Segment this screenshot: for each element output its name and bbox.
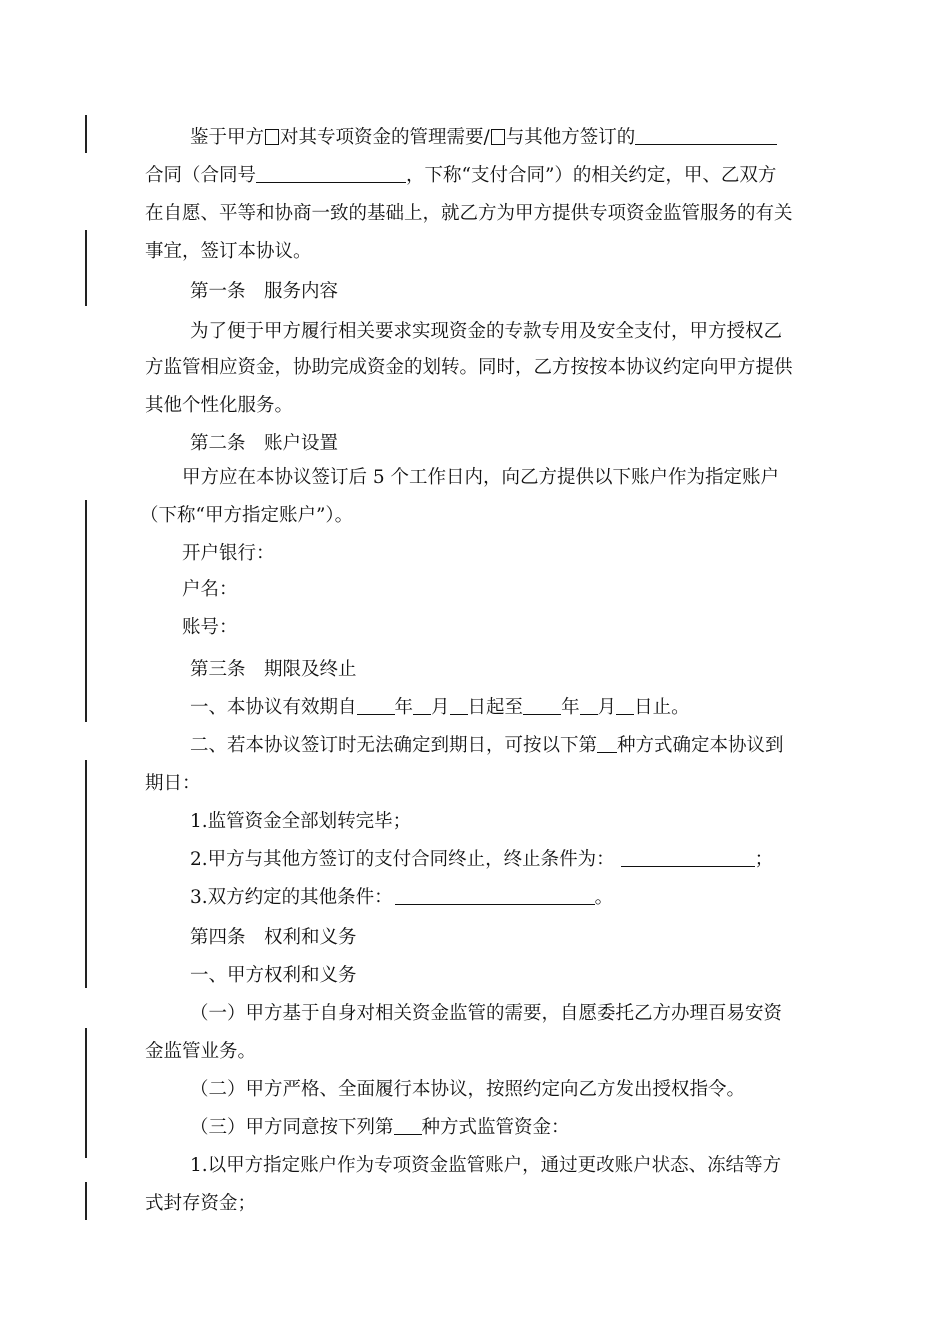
revision-bar (85, 760, 87, 988)
method-1-line-2: 式封存资金； (145, 1193, 257, 1214)
article-2-title: 第二条 账户设置 (190, 433, 339, 454)
article-1-para-line-2: 方监管相应资金，协助完成资金的划转。同时，乙方按按本协议约定向甲方提供 (145, 357, 793, 378)
account-number-label: 账号： (182, 617, 238, 638)
party-a-heading: 一、甲方权利和义务 (190, 965, 357, 986)
term-line: 一、本协议有效期自 年 月 日起至 年 月 日止。 (190, 697, 690, 718)
method-1-line-1: 1.以甲方指定账户作为专项资金监管账户，通过更改账户状态、冻结等方 (190, 1155, 782, 1176)
start-month-blank[interactable] (413, 696, 431, 715)
party-a-item-2: （二）甲方严格、全面履行本协议，按照约定向乙方发出授权指令。 (190, 1079, 746, 1100)
termination-condition-blank[interactable] (621, 848, 755, 867)
intro-line-2: 合同（合同号 ，下称“支付合同”）的相关约定，甲、乙双方 (145, 165, 777, 186)
article-1-title: 第一条 服务内容 (190, 281, 339, 302)
article-2-para-line-2: （下称“甲方指定账户”）。 (140, 505, 354, 526)
revision-bar (85, 1182, 87, 1220)
checkbox-icon[interactable] (491, 129, 505, 145)
party-a-item-1-line-2: 金监管业务。 (145, 1041, 257, 1062)
intro-line-4: 事宜，签订本协议。 (145, 241, 312, 262)
expiry-option-2: 2.甲方与其他方签订的支付合同终止，终止条件为： ； (190, 849, 774, 870)
checkbox-icon[interactable] (265, 129, 279, 145)
bank-label: 开户银行： (182, 543, 275, 564)
article-4-title: 第四条 权利和义务 (190, 927, 357, 948)
expiry-option-3: 3.双方约定的其他条件： 。 (190, 887, 614, 908)
account-name-label: 户名： (182, 579, 238, 600)
revision-bar (85, 230, 87, 306)
revision-bar (85, 1028, 87, 1158)
party-a-item-1-line-1: （一）甲方基于自身对相关资金监管的需要，自愿委托乙方办理百易安资 (190, 1003, 783, 1024)
expiry-method-blank[interactable] (597, 734, 617, 753)
expiry-line-1: 二、若本协议签订时无法确定到期日，可按以下第 种方式确定本协议到 (190, 735, 784, 756)
expiry-line-2: 期日： (145, 773, 201, 794)
party-a-item-3: （三）甲方同意按下列第 种方式监管资金： (190, 1117, 570, 1138)
end-day-blank[interactable] (616, 696, 634, 715)
end-month-blank[interactable] (580, 696, 598, 715)
contract-name-blank[interactable] (635, 126, 777, 145)
contract-number-blank[interactable] (256, 164, 406, 183)
start-year-blank[interactable] (357, 696, 395, 715)
article-2-para-line-1: 甲方应在本协议签订后 5 个工作日内，向乙方提供以下账户作为指定账户 (182, 467, 780, 488)
expiry-option-1: 1.监管资金全部划转完毕； (190, 811, 412, 832)
end-year-blank[interactable] (523, 696, 561, 715)
intro-line-3: 在自愿、平等和协商一致的基础上，就乙方为甲方提供专项资金监管服务的有关 (145, 203, 793, 224)
article-3-title: 第三条 期限及终止 (190, 659, 357, 680)
start-day-blank[interactable] (450, 696, 468, 715)
supervision-method-blank[interactable] (394, 1116, 422, 1135)
article-1-para-line-1: 为了便于甲方履行相关要求实现资金的专款专用及安全支付，甲方授权乙 (190, 321, 783, 342)
intro-line-1: 鉴于甲方 对其专项资金的管理需要/ 与其他方签订的 (190, 126, 777, 150)
revision-bar (85, 500, 87, 722)
revision-bar (85, 115, 87, 153)
other-condition-blank[interactable] (395, 886, 595, 905)
article-1-para-line-3: 其他个性化服务。 (145, 395, 294, 416)
